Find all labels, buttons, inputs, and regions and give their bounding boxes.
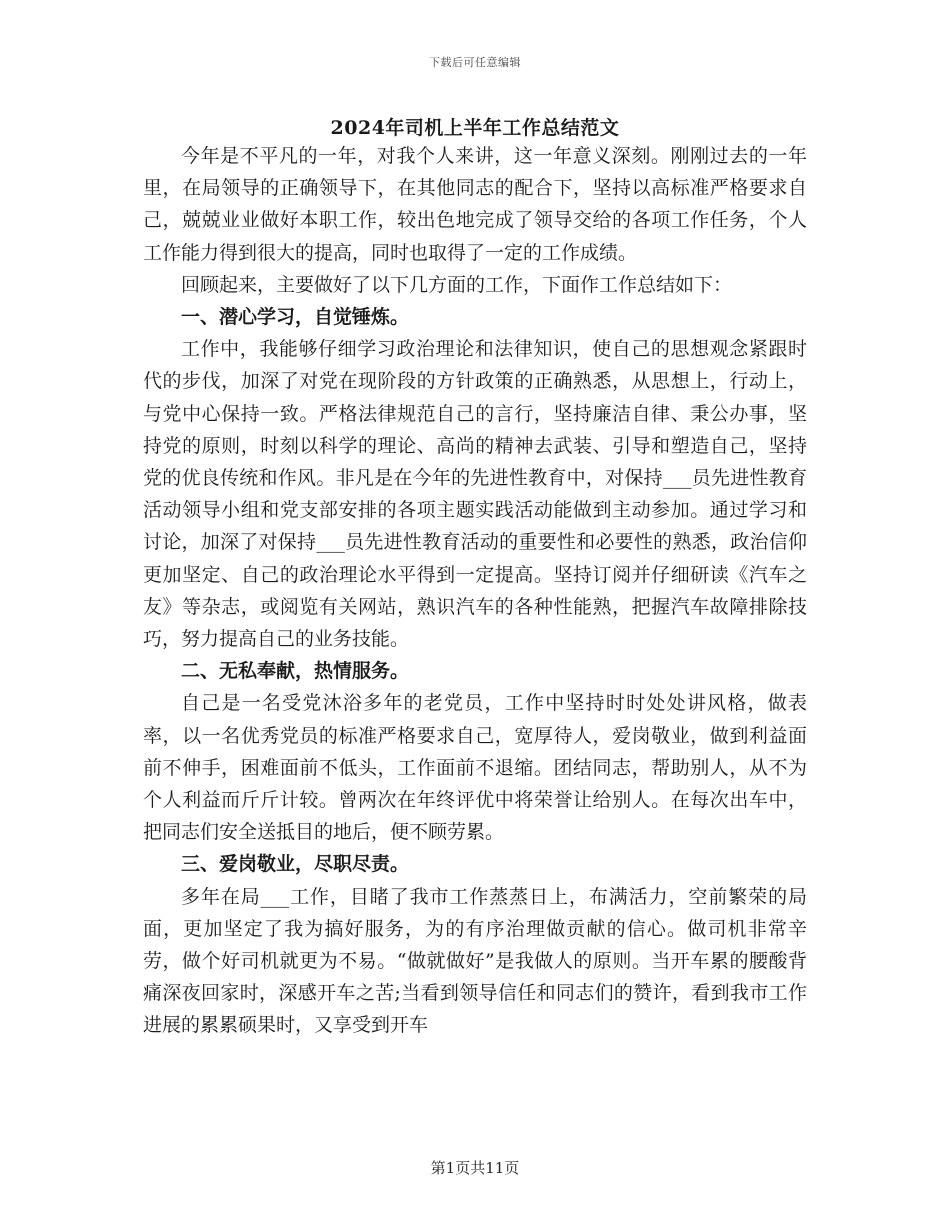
paragraph: 回顾起来，主要做好了以下几方面的工作，下面作工作总结如下： [181,273,733,296]
document-body [143,140,807,1042]
paragraph: 今年是不平凡的一年，对我个人来讲，这一年意义深刻。刚刚过去的一年里，在局领导的正确领导下，在其他同志的配合下，坚持以高标准严格要求自己，兢兢业业做好本职工作，较出色地完成了领导交给的各项工作任务，个人工作能力得到很大的提高，同时也取得了一定的工作成绩。 [143,145,807,264]
section-heading: 一、潜心学习，自觉锤炼。 [181,306,410,329]
paragraph: 自己是一名受党沐浴多年的老党员，工作中坚持时时处处讲风格，做表率，以一名优秀党员的标准严格要求自己，宽厚待人，爱岗敬业，做到利益面前不伸手，困难面前不低头，工作面前不退缩。团结同志，帮助别人，从不为个人利益而斤斤计较。曾两次在年终评优中将荣誉让给别人。在每次出车中，把同志们安全送抵目的地后，便不顾劳累。 [143,692,807,844]
section-heading: 二、无私奉献，热情服务。 [181,660,410,683]
paragraph: 工作中，我能够仔细学习政治理论和法律知识，使自己的思想观念紧跟时代的步伐，加深了对党在现阶段的方针政策的正确熟悉，从思想上，行动上，与党中心保持一致。严格法律规范自己的言行，坚持廉洁自律、秉公办事，坚持党的原则，时刻以科学的理论、高尚的精神去武装、引导和塑造自己，坚持党的优良传统和作风。非凡是在今年的先进性教育中，对保持___员先进性教育活动领导小组和党支部安排的各项主题实践活动能做到主动参加。通过学习和讨论，加深了对保持___员先进性教育活动的重要性和必要性的熟悉，政治信仰更加坚定、自己的政治理论水平得到一定提高。坚持订阅并仔细研读《汽车之友》等杂志，或阅览有关网站，熟识汽车的各种性能熟，把握汽车故障排除技巧，努力提高自己的业务技能。 [143,338,807,651]
header-note: 下载后可任意编辑 [429,56,521,69]
page-number: 第1页共11页 [430,1159,520,1177]
paragraph: 多年在局___工作，目睹了我市工作蒸蒸日上，布满活力，空前繁荣的局面，更加坚定了我为搞好服务，为的有序治理做贡献的信心。做司机非常辛劳，做个好司机就更为不易。“做就做好”是我做人的原则。当开车累的腰酸背痛深夜回家时，深感开车之苦;当看到领导信任和同志们的赞许，看到我市工作进展的累累硕果时，又享受到开车 [143,885,807,1037]
document-title: 2024年司机上半年工作总结范文 [330,117,620,139]
section-heading: 三、爱岗敬业，尽职尽责。 [181,853,410,876]
